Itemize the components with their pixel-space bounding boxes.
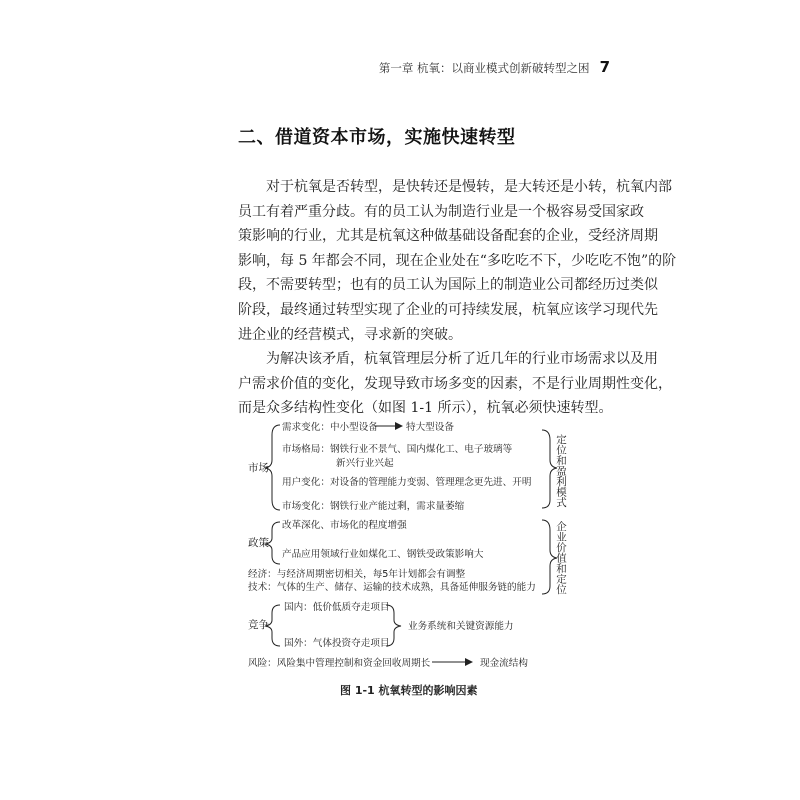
demand-change-target: 特大型设备 [406,422,454,433]
competition-brace [265,605,280,646]
paragraph-line: 户需求价值的变化，发现导致市场多变的因素，不是行业周期性变化， [238,375,672,392]
running-title: 第一章 杭氧：以商业模式创新破转型之困 [378,61,590,75]
paragraph-line: 为解决该矛盾，杭氧管理层分析了近几年的行业市场需求以及用 [266,351,658,367]
domestic-competition-text: 国内：低价低质夺走项目 [284,602,390,613]
risk-text: 风险：风险集中管理控制和资金回收周期长 [248,658,431,669]
competition-label: 竞争 [248,619,269,631]
paragraph-line: 进企业的经营模式，寻求新的突破。 [238,326,462,343]
paragraph-line: 段，不需要转型；也有的员工认为国际上的制造业公司都经历过类似 [238,277,658,294]
figure-caption: 图 1-1 杭氧转型的影响因素 [340,684,478,697]
market-structure-line-1: 市场格局：钢铁行业不景气、国内煤化工、电子玻璃等 [282,444,513,455]
paragraph-line: 阶段，最终通过转型实现了企业的可持续发展，杭氧应该学习现代先 [238,301,658,318]
paragraph-1 [238,175,677,347]
technology-text: 技术：气体的生产、储存、运输的技术成熟，具备延伸服务链的能力 [248,582,536,593]
market-brace [265,425,280,510]
paragraph-line: 策影响的行业，尤其是杭氧这种做基础设备配套的企业，受经济周期 [238,228,658,245]
policy-label: 政策 [248,537,269,549]
page-number: 7 [599,58,610,76]
market-change-text: 市场变化：钢铁行业产能过剩，需求量萎缩 [282,501,465,512]
risk-result-text: 现金流结构 [480,658,528,669]
paragraph-line: 对于杭氧是否转型，是快转还是慢转，是大转还是小转，杭氧内部 [266,179,672,195]
section-title: 二、借道资本市场，实施快速转型 [238,127,516,148]
market-label: 市场 [248,462,269,474]
running-header [0,58,610,76]
market-result-label: 定位和盈利模式 [555,434,567,508]
demand-change-text: 需求变化：中小型设备 [282,422,378,433]
paragraph-line: 员工有着严重分歧。有的员工认为制造行业是一个极容易受国家政 [238,203,644,220]
user-change-text: 用户变化：对设备的管理能力变弱、管理理念更先进、开明 [282,477,532,488]
market-structure-line-2: 新兴行业兴起 [336,458,394,469]
figure-influence-factors [220,400,620,710]
paragraph-line: 而是众多结构性变化（如图 1-1 所示），杭氧必须快速转型。 [238,400,613,417]
foreign-competition-text: 国外：气体投资夺走项目 [284,638,390,649]
policy-brace [265,522,280,564]
policy-result-label: 企业价值和定位 [555,521,567,595]
policy-reform-text: 改革深化、市场化的程度增强 [282,520,407,531]
economy-text: 经济：与经济周期密切相关，每5年计划都会有调整 [248,569,466,580]
policy-application-text: 产品应用领域行业如煤化工、钢铁受政策影响大 [282,549,484,560]
paragraph-line: 影响，每 5 年都会不同，现在企业处在“多吃吃不下，少吃吃不饱”的阶 [238,252,677,269]
competition-result-text: 业务系统和关键资源能力 [408,621,514,632]
